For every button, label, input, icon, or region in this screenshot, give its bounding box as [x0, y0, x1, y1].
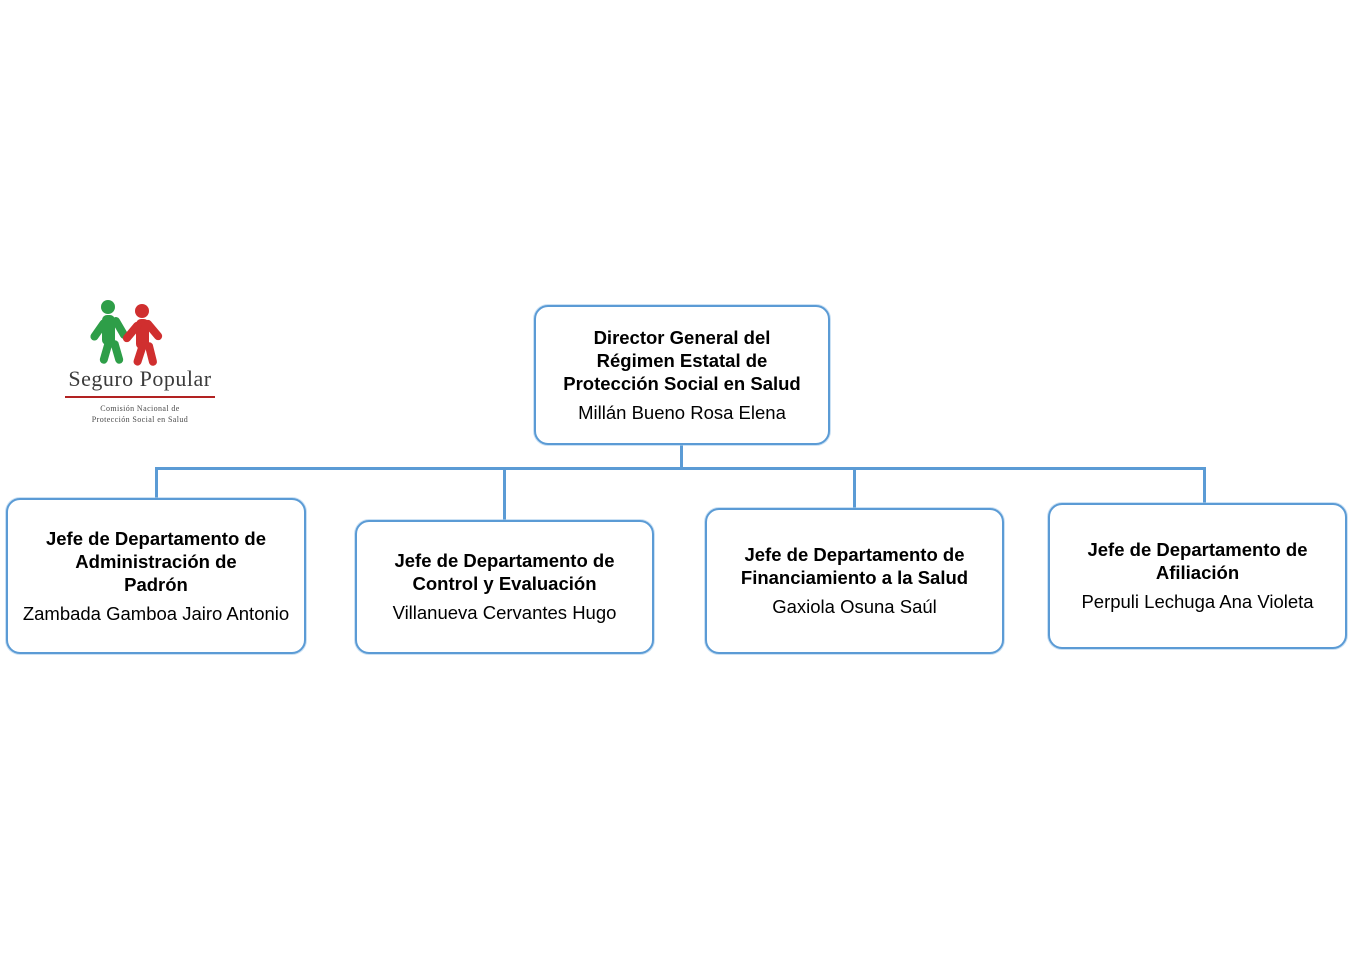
- org-node-title-line-2: Control y Evaluación: [412, 573, 597, 594]
- org-node-person: Villanueva Cervantes Hugo: [392, 602, 617, 623]
- connector-drop-control-evaluacion: [503, 467, 506, 520]
- org-node-financiamiento-salud[interactable]: [705, 508, 1004, 654]
- org-node-person: Millán Bueno Rosa Elena: [578, 401, 786, 423]
- connector-root-vertical: [680, 445, 683, 469]
- org-node-administracion-padron[interactable]: [6, 498, 306, 654]
- org-node-person: Perpuli Lechuga Ana Violeta: [1081, 591, 1314, 612]
- org-node-person: Zambada Gamboa Jairo Antonio: [22, 602, 290, 624]
- seguro-popular-logo: [40, 298, 240, 425]
- org-node-director-general[interactable]: [534, 305, 830, 445]
- org-node-title-line-2: Financiamiento a la Salud: [740, 567, 969, 588]
- org-node-title-line-1: Jefe de Departamento de: [45, 527, 266, 549]
- logo-wordmark: Seguro Popular: [68, 366, 212, 391]
- org-node-title-line-1: Jefe de Departamento de: [394, 550, 615, 571]
- green-person-icon: [101, 300, 115, 345]
- org-node-title: [46, 527, 266, 596]
- org-node-title: [741, 543, 968, 589]
- org-node-control-evaluacion[interactable]: [355, 520, 654, 654]
- logo-subtitle-line-2: Protección Social en Salud: [91, 415, 189, 424]
- logo-divider: [65, 396, 215, 398]
- org-node-title-line-2: Afiliación: [1155, 562, 1240, 583]
- logo-subtitle-line-1: Comisión Nacional de: [100, 404, 180, 413]
- connector-horizontal-bus: [155, 467, 1205, 470]
- connector-drop-afiliacion: [1203, 467, 1206, 503]
- org-node-title-line-1: Jefe de Departamento de: [1087, 539, 1308, 560]
- org-node-title-line-1: Jefe de Departamento de: [744, 544, 965, 565]
- connector-drop-administracion-padron: [155, 467, 158, 498]
- logo-figures: [95, 298, 185, 360]
- org-node-title-line-3: Protección Social en Salud: [563, 372, 801, 394]
- red-person-icon: [135, 304, 149, 349]
- org-node-title: [563, 326, 800, 395]
- org-node-title: [1087, 538, 1307, 584]
- org-node-person: Gaxiola Osuna Saúl: [772, 596, 937, 617]
- org-node-afiliacion[interactable]: [1048, 503, 1347, 649]
- org-node-title-line-3: Padrón: [124, 573, 188, 595]
- org-node-title-line-1: Director General del: [593, 326, 771, 348]
- org-node-title-line-2: Administración de: [75, 550, 237, 572]
- connector-drop-financiamiento-salud: [853, 467, 856, 508]
- org-node-title: [394, 549, 614, 595]
- org-node-title-line-2: Régimen Estatal de: [596, 349, 768, 371]
